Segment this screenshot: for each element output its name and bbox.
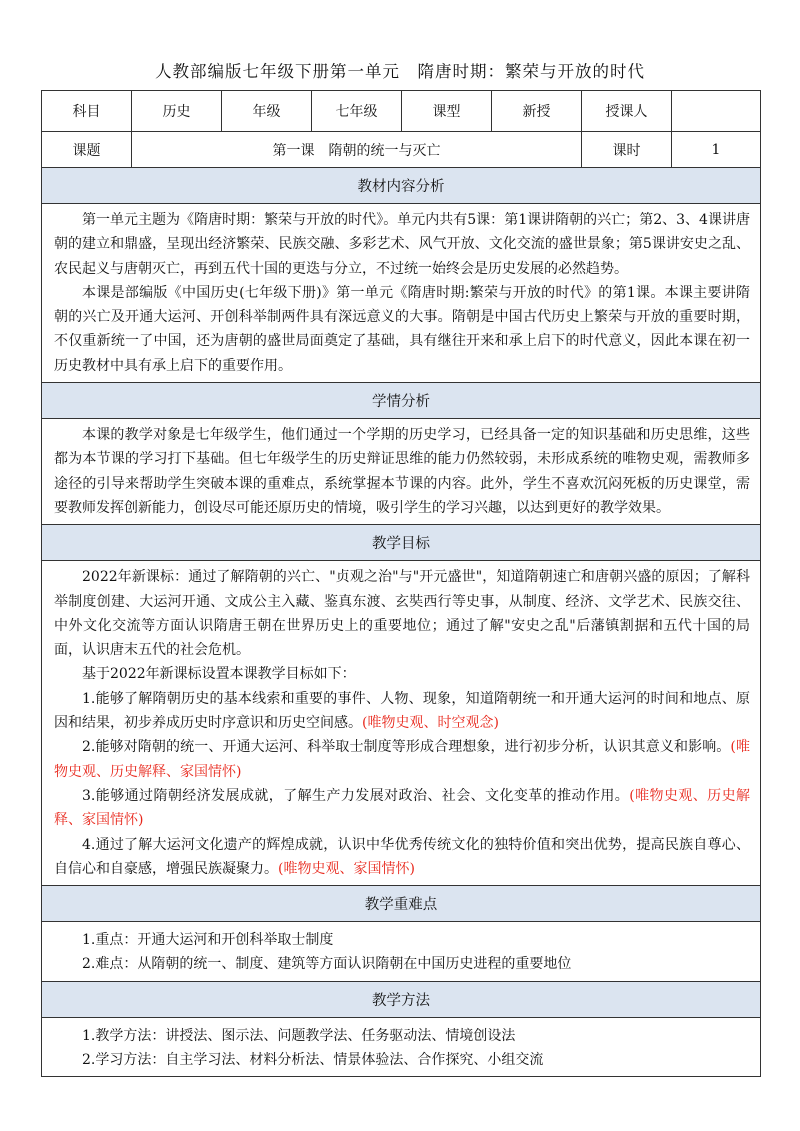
goals-heading-row: [42, 525, 761, 561]
goal-4-text: 4.通过了解大运河文化遗产的辉煌成就，认识中华优秀传统文化的独特价值和突出优势，提高民族自尊心、自信心和自豪感，增强民族凝聚力。: [54, 836, 750, 877]
key-points-body: [42, 922, 761, 982]
goal-1-tag: (唯物史观、时空观念): [362, 715, 499, 732]
grade-value: 七年级: [312, 91, 402, 132]
method-1: 1.教学方法：讲授法、图示法、问题教学法、任务驱动法、情境创设法: [82, 1027, 516, 1044]
methods-heading: 教学方法: [42, 981, 761, 1017]
analysis-heading-row: [42, 168, 761, 204]
goal-2-text: 2.能够对隋朝的统一、开通大运河、科举取士制度等形成合理想象，进行初步分析，认识其意义和影响。: [82, 739, 731, 756]
students-heading-row: [42, 383, 761, 419]
students-heading: 学情分析: [42, 383, 761, 419]
lesson-plan-table: [41, 90, 761, 1077]
key-points-heading-row: [42, 886, 761, 922]
hours-label: 课时: [582, 132, 672, 168]
goal-3-tag: (唯物史观、历史解释、家国情怀): [54, 787, 750, 829]
students-body-row: [42, 419, 761, 525]
teacher-label: 授课人: [582, 91, 672, 132]
analysis-paragraph-1: 第一单元主题为《隋唐时期：繁荣与开放的时代》。单元内共有5课：第1课讲隋朝的兴亡；第2、3、4课讲唐朝的建立和鼎盛，呈现出经济繁荣、民族交融、多彩艺术、风气开放、文化交流的盛世景象；第5课讲安史之乱、农民起义与唐朝灭亡，再到五代十国的更迭与分立，不过统一始终会是历史发展的必然趋势。: [54, 212, 750, 277]
goals-heading: 教学目标: [42, 525, 761, 561]
goal-item-3: [54, 784, 750, 833]
analysis-body-row: [42, 204, 761, 383]
type-value: 新授: [492, 91, 582, 132]
analysis-paragraph-2: 本课是部编版《中国历史(七年级下册)》第一单元《隋唐时期:繁荣与开放的时代》的第1课。本课主要讲隋朝的兴亡及开通大运河、开创科举制两件具有深远意义的大事。隋朝是中国古代历史上繁荣与开放的重要时期，不仅重新统一了中国，还为唐朝的盛世局面奠定了基础，具有继往开来和承上启下的时代意义，因此本课在初一历史教材中具有承上启下的重要作用。: [54, 284, 750, 374]
subject-label: 科目: [42, 91, 132, 132]
goal-4-tag: (唯物史观、家国情怀): [278, 860, 415, 877]
goal-3-text: 3.能够通过隋朝经济发展成就，了解生产力发展对政治、社会、文化变革的推动作用。: [82, 787, 630, 804]
grade-label: 年级: [222, 91, 312, 132]
key-point-1: 1.重点：开通大运河和开创科举取士制度: [82, 932, 334, 949]
students-paragraph-1: 本课的教学对象是七年级学生，他们通过一个学期的历史学习，已经具备一定的知识基础和历史思维，这些都为本节课的学习打下基础。但七年级学生的历史辩证思维的能力仍然较弱，未形成系统的唯物史观，需教师多途径的引导来帮助学生突破本课的重难点，系统掌握本节课的内容。此外，学生不喜欢沉闷死板的历史课堂，需要教师发挥创新能力，创设尽可能还原历史的情境，吸引学生的学习兴趣，以达到更好的教学效果。: [54, 427, 750, 516]
goal-1-text: 1.能够了解隋朝历史的基本线索和重要的事件、人物、现象，知道隋朝统一和开通大运河的时间和地点、原因和结果，初步养成历史时序意识和历史空间感。: [54, 690, 750, 732]
analysis-heading: 教材内容分析: [42, 168, 761, 204]
topic-value: 第一课 隋朝的统一与灭亡: [132, 132, 582, 168]
goal-item-1: [54, 687, 750, 736]
info-row-1: [42, 91, 761, 132]
goals-intro: 基于2022年新课标设置本课教学目标如下：: [82, 666, 356, 683]
document-title: 人教部编版七年级下册第一单元 隋唐时期：繁荣与开放的时代: [155, 62, 645, 81]
topic-label: 课题: [42, 132, 132, 168]
goals-body-row: [42, 561, 761, 886]
subject-value: 历史: [132, 91, 222, 132]
goals-body: [42, 561, 761, 886]
teacher-value: [672, 91, 761, 132]
key-points-body-row: [42, 922, 761, 982]
analysis-body: [42, 204, 761, 383]
method-2: 2.学习方法：自主学习法、材料分析法、情景体验法、合作探究、小组交流: [82, 1052, 544, 1069]
methods-body: [42, 1017, 761, 1077]
info-row-2: [42, 132, 761, 168]
hours-value: 1: [672, 132, 761, 168]
methods-body-row: [42, 1017, 761, 1077]
key-points-heading: 教学重难点: [42, 886, 761, 922]
type-label: 课型: [402, 91, 492, 132]
key-point-2: 2.难点：从隋朝的统一、制度、建筑等方面认识隋朝在中国历史进程的重要地位: [82, 956, 572, 973]
goal-item-4: [54, 833, 750, 882]
goal-item-2: [54, 735, 750, 784]
students-body: [42, 419, 761, 525]
methods-heading-row: [42, 981, 761, 1017]
goals-standard-paragraph: 2022年新课标：通过了解隋朝的兴亡、"贞观之治"与"开元盛世"，知道隋朝速亡和唐朝兴盛的原因；了解科举制度创建、大运河开通、文成公主入藏、鉴真东渡、玄奘西行等史事，从制度、经济、文学艺术、民族交往、中外文化交流等方面认识隋唐王朝在世界历史上的重要地位；通过了解"安史之乱"后藩镇割据和五代十国的局面，认识唐末五代的社会危机。: [54, 569, 750, 659]
goal-2-tag: (唯物史观、历史解释、家国情怀): [54, 739, 750, 780]
